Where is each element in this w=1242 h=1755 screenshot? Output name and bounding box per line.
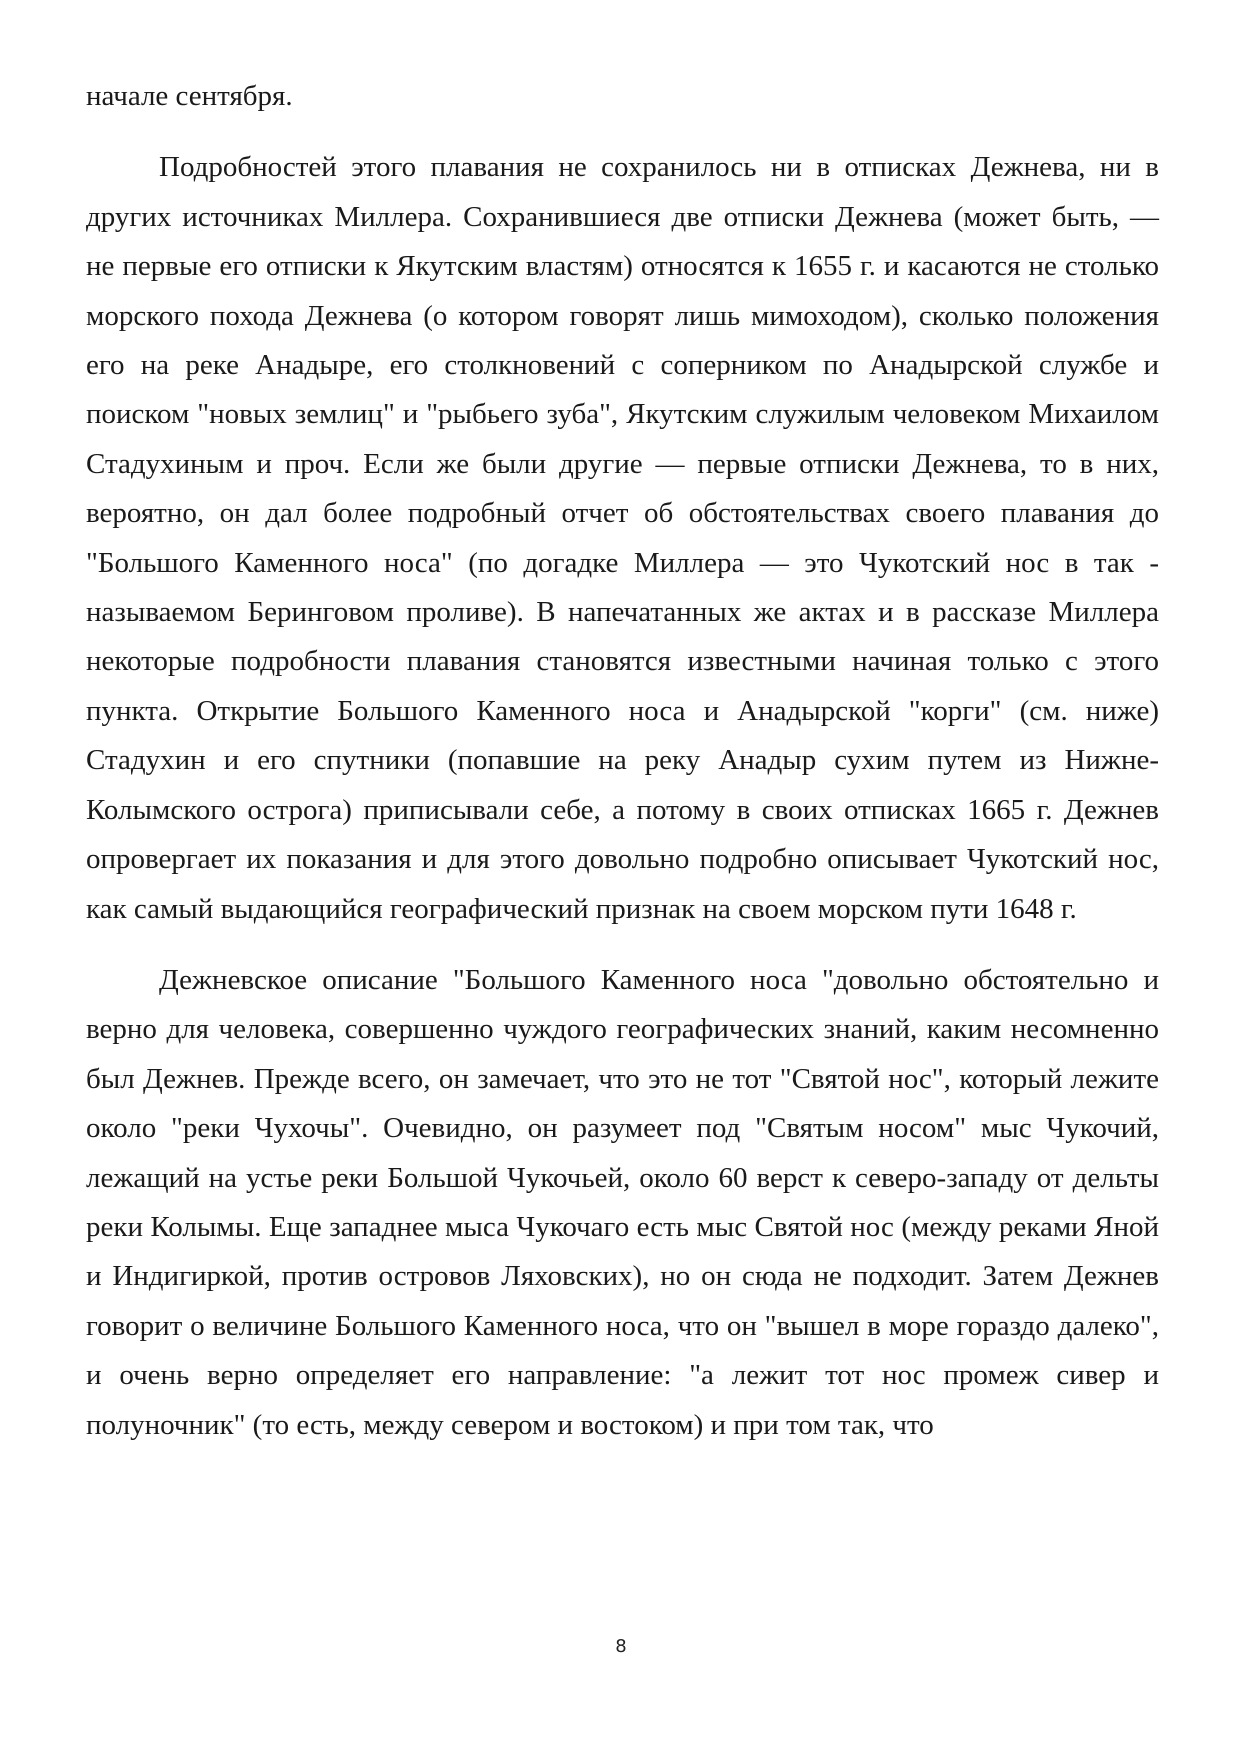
page-number: 8 [615, 1636, 627, 1657]
paragraph-continued: начале сентября. [86, 80, 293, 112]
body-text [86, 72, 1159, 1450]
paragraph: Подробностей этого плавания не сохранилось ни в отписках Дежнева, ни в других источниках Миллера. Сохранившиеся две отписки Дежнева (может быть, — не первые его отписки к Якутским властям) относятся к 1655 г. и касаются не столько морского похода Дежнева (о котором говорят лишь мимоходом), сколько положения его на реке Анадыре, его столкновений с соперником по Анадырской службе и поиском "новых землиц" и "рыбьего зуба", Якутским служилым человеком Михаилом Стадухиным и проч. Если же были другие — первые отписки Дежнева, то в них, вероятно, он дал более подробный отчет об обстоятельствах своего плавания до "Большого Каменного носа" (по догадке Миллера — это Чукотский нос в так - называемом Беринговом проливе). В напечатанных же актах и в рассказе Миллера некоторые подробности плавания становятся известными начиная только с этого пункта. Открытие Большого Каменного носа и Анадырской "корги" (см. ниже) Стадухин и его спутники (попавшие на реку Анадыр сухим путем из Нижне-Колымского острога) приписывали себе, а потому в своих отписках 1665 г. Дежнев опровергает их показания и для этого довольно подробно описывает Чукотский нос, как самый выдающийся географический признак на своем морском пути 1648 г. [86, 151, 1159, 925]
paragraph: Дежневское описание "Большого Каменного носа "довольно обстоятельно и верно для человека, совершенно чуждого географических знаний, каким несомненно был Дежнев. Прежде всего, он замечает, что это не тот "Святой нос", который лежите около "реки Чухочы". Очевидно, он разумеет под "Святым носом" мыс Чукочий, лежащий на устье реки Большой Чукочьей, около 60 верст к северо-западу от дельты реки Колымы. Еще западнее мыса Чукочаго есть мыс Святой нос (между реками Яной и Индигиркой, против островов Ляховских), но он сюда не подходит. Затем Дежнев говорит о величине Большого Каменного носа, что он "вышел в море гораздо далеко", и очень верно определяет его направление: "а лежит тот нос промеж сивер и полуночник" (то есть, между севером и востоком) и при том так, что [86, 963, 1159, 1441]
